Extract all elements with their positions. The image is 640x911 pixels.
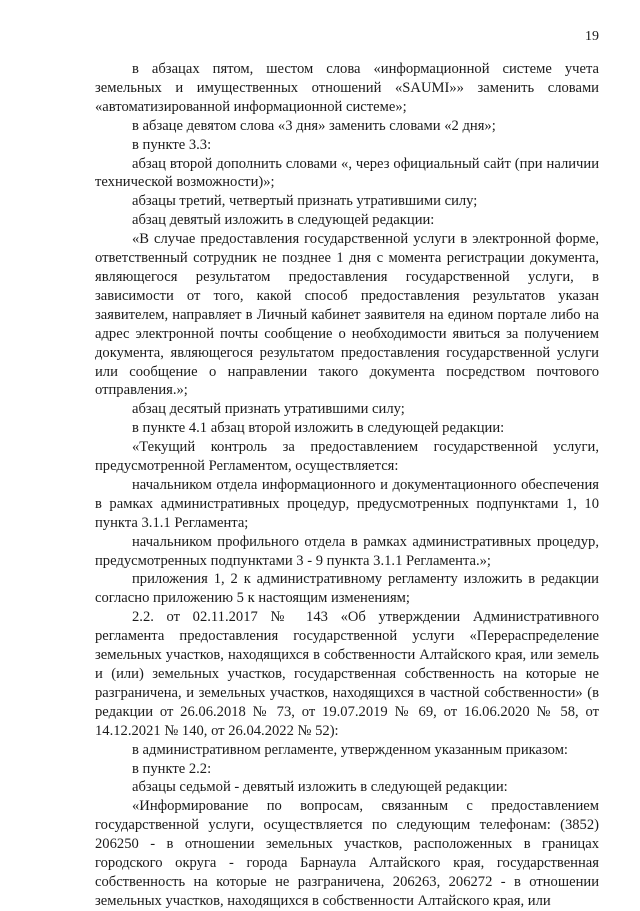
paragraph: в административном регламенте, утвержденном указанным приказом: — [132, 741, 568, 758]
paragraph: начальником профильного отдела в рамках административных процедур, предусмотренных подпунктами 3 - 9 пункта 3.1.1 Регламента.»; — [95, 533, 599, 569]
paragraph: приложения 1, 2 к административному регламенту изложить в редакции согласно приложению 5 к настоящим изменениям; — [95, 571, 599, 607]
paragraph: абзацы седьмой - девятый изложить в следующей редакции: — [132, 779, 508, 796]
paragraph: «Текущий контроль за предоставлением государственной услуги, предусмотренной Регламентом, осуществляется: — [95, 439, 599, 475]
paragraph: абзац десятый признать утратившими силу; — [132, 401, 405, 418]
paragraph: абзац второй дополнить словами «, через официальный сайт (при наличии технической возможности)»; — [95, 155, 599, 191]
paragraph: в абзацах пятом, шестом слова «информационной системе учета земельных и имущественных отношений «SAUMI»» заменить словами «автоматизированной информационной системе»; — [95, 61, 599, 115]
paragraph: «Информирование по вопросам, связанным с предоставлением государственной услуги, осуществляется по следующим телефонам: (3852) 206250 - в отношении земельных участков, расположенных в границах городского округа - города Барнаула Алтайского края, государственная собственность на которые не разграничена, 206263, 206272 - в отношении земельных участков, находящихся в собственности Алтайского края, или — [95, 798, 599, 909]
paragraph: начальником отдела информационного и документационного обеспечения в рамках административных процедур, предусмотренных подпунктами 1, 10 пункта 3.1.1 Регламента; — [95, 476, 599, 531]
paragraph: в пункте 2.2: — [132, 760, 212, 777]
paragraph: в пункте 4.1 абзац второй изложить в следующей редакции: — [132, 420, 505, 437]
page-number: 19 — [585, 29, 599, 44]
paragraph: в пункте 3.3: — [132, 136, 212, 153]
paragraph: «В случае предоставления государственной услуги в электронной форме, ответственный сотрудник не позднее 1 дня с момента регистрации документа, являющегося результатом предоставления государственной услуги, в зависимости от того, какой способ предоставления результатов указан заявителем, направляет в Личный кабинет заявителя на едином портале либо на адрес электронной почты сообщение о необходимости явиться за получением документа, являющегося результатом предоставления государственной услуги или сообщение о направлении такого документа посредством почтового отправления.»; — [95, 231, 599, 399]
document-body — [95, 60, 599, 911]
paragraph: 2.2. от 02.11.2017 № 143 «Об утверждении Административного регламента предоставления государственной услуги «Перераспределение земельных участков, находящихся в собственности Алтайского края, или земель и (или) земельных участков, государственная собственность на которые не разграничена, и земельных участков, находящихся в частной собственности» (в редакции от 26.06.2018 № 73, от 19.07.2019 № 69, от 16.06.2020 № 58, от 14.12.2021 № 140, от 26.04.2022 № 52): — [95, 609, 599, 739]
paragraph: в абзаце девятом слова «3 дня» заменить словами «2 дня»; — [132, 117, 496, 134]
paragraph: абзацы третий, четвертый признать утратившими силу; — [132, 193, 478, 210]
paragraph: абзац девятый изложить в следующей редакции: — [132, 212, 435, 229]
